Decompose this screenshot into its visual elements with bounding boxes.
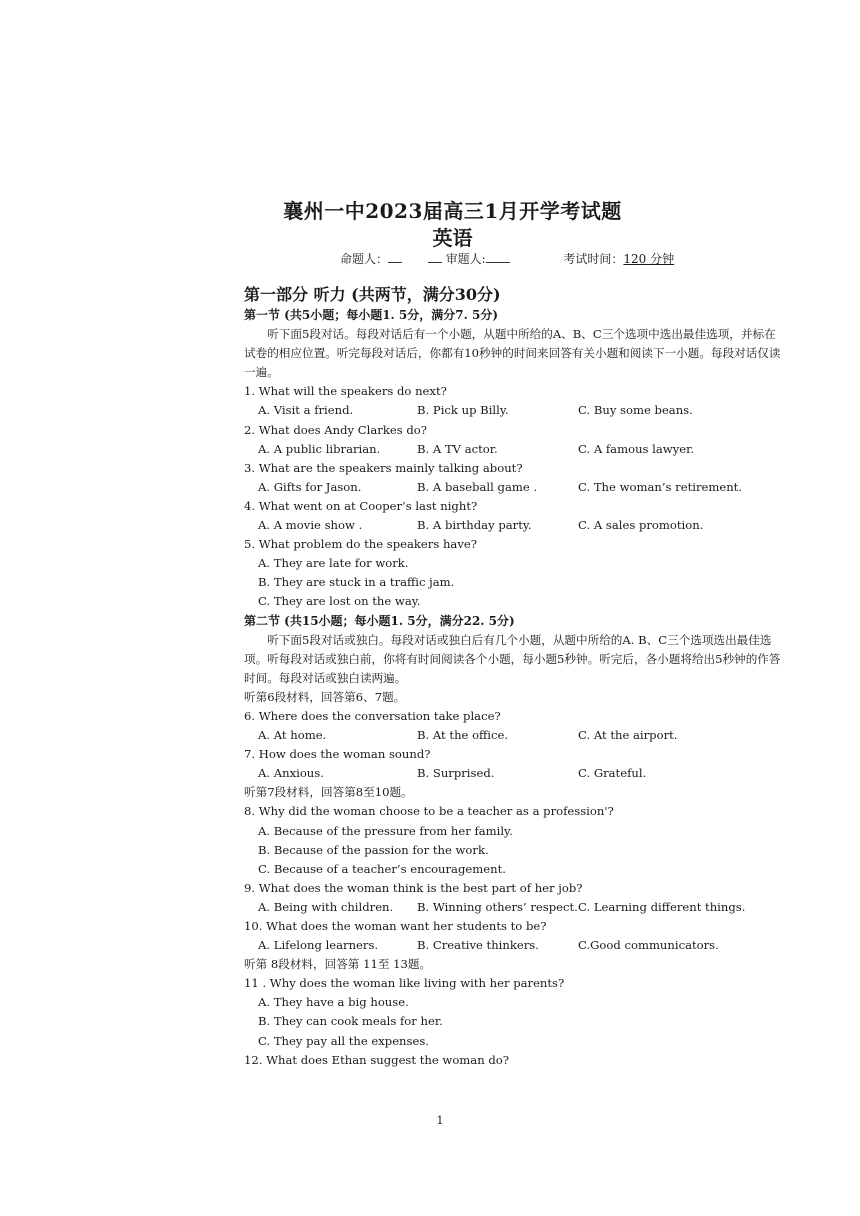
question-8: 8. Why did the woman choose to be a teacher as a profession'? [244,804,614,819]
page-number: 1 [436,1114,444,1127]
option-b: B. At the office. [417,728,509,743]
option-a: A. A public librarian. [258,441,381,456]
author-label: 命题人： [340,252,389,266]
option-c: C. Grateful. [578,766,647,781]
question-3: 3. What are the speakers mainly talking about? [244,460,523,475]
question-6-options [244,726,784,745]
question-6: 6. Where does the conversation take place? [244,708,501,723]
option-b: B. Because of the passion for the work. [258,842,489,857]
question-9: 9. What does the woman think is the best part of her job? [244,880,583,895]
option-a: A. Gifts for Jason. [258,479,362,494]
option-a: A. Because of the pressure from her family. [258,823,513,838]
time-value: 120 分钟 [623,252,675,266]
option-b: B. Surprised. [417,766,495,781]
option-a: A. They have a big house. [258,995,409,1010]
section-two-instructions: 听下面5段对话或独白。每段对话或独白后有几个小题，从题中所给的A. B、C三个选项选出最佳选项。听每段对话或独白前，你将有时间阅读各个小题，每小题5秒钟。听完后，各小题将给出5秒钟的作答时间。每段对话或独白读两遍。 [244,632,781,685]
option-a: A. At home. [258,728,327,743]
option-c: C.Good communicators. [578,938,719,953]
question-7: 7. How does the woman sound? [244,747,431,762]
question-2: 2. What does Andy Clarkes do? [244,422,427,437]
option-c: C. Learning different things. [578,899,746,914]
question-4: 4. What went on at Cooper’s last night? [244,498,478,513]
option-b: B. Pick up Billy. [417,403,509,418]
option-a: A. Visit a friend. [258,403,354,418]
part-one-heading: 第一部分 听力 (共两节，满分30分) [244,285,501,304]
option-c: C. Buy some beans. [578,403,693,418]
section-two-heading: 第二节 (共15小题；每小题1. 5分，满分22. 5分) [244,613,515,628]
question-1-options [244,401,784,420]
reviewer-label: 审题人: [445,252,486,266]
question-10-options [244,936,784,955]
option-c: C. They pay all the expenses. [258,1033,429,1048]
section-one-heading: 第一节 (共5小题；每小题1. 5分，满分7. 5分) [244,308,498,322]
option-b: B. A baseball game . [417,479,538,494]
subject-title: 英语 [432,226,473,250]
author-blank-2 [428,251,442,263]
option-c: C. Because of a teacher’s encouragement. [258,861,506,876]
time-label: 考试时间： [563,252,624,266]
option-b: B. A birthday party. [417,518,532,533]
question-5: 5. What problem do the speakers have? [244,537,477,552]
exam-content [244,284,784,1070]
question-1: 1. What will the speakers do next? [244,384,447,399]
question-3-options [244,478,784,497]
exam-title: 襄州一中2023届高三1月开学考试题 [283,199,622,223]
option-c: C. At the airport. [578,728,678,743]
question-4-options [244,516,784,535]
option-c: C. The woman’s retirement. [578,479,743,494]
question-2-options [244,440,784,459]
option-b: B. Winning others’ respect. [417,899,578,914]
option-a: A. Being with children. [258,899,394,914]
option-b: B. They can cook meals for her. [258,1014,443,1029]
option-c: C. They are lost on the way. [258,594,421,609]
option-a: A. Lifelong learners. [258,938,379,953]
option-b: B. Creative thinkers. [417,938,539,953]
exam-meta-line [340,250,674,267]
question-9-options [244,898,784,917]
option-a: A. Anxious. [258,766,324,781]
option-a: A. They are late for work. [258,556,409,571]
question-11: 11 . Why does the woman like living with her parents? [244,976,565,991]
material-7-lead: 听第7段材料，回答第8至10题。 [244,785,413,800]
option-a: A. A movie show . [258,518,363,533]
option-c: C. A sales promotion. [578,518,704,533]
question-12: 12. What does Ethan suggest the woman do? [244,1052,509,1067]
section-one-instructions: 听下面5段对话。每段对话后有一个小题，从题中所给的A、B、C三个选项中选出最佳选项，并标在试卷的相应位置。听完每段对话后，你都有10秒钟的时间来回答有关小题和阅读下一小题。每段对话仅读一遍。 [244,327,781,380]
option-b: B. They are stuck in a traffic jam. [258,575,455,590]
material-8-lead: 听第 8段材料，回答第 11至 13题。 [244,957,432,972]
option-c: C. A famous lawyer. [578,441,695,456]
option-b: B. A TV actor. [417,441,498,456]
material-6-lead: 听第6段材料，回答第6、7题。 [244,689,406,704]
question-7-options [244,764,784,783]
question-10: 10. What does the woman want her students to be? [244,919,547,933]
reviewer-blank [486,251,510,263]
author-blank [388,251,402,263]
